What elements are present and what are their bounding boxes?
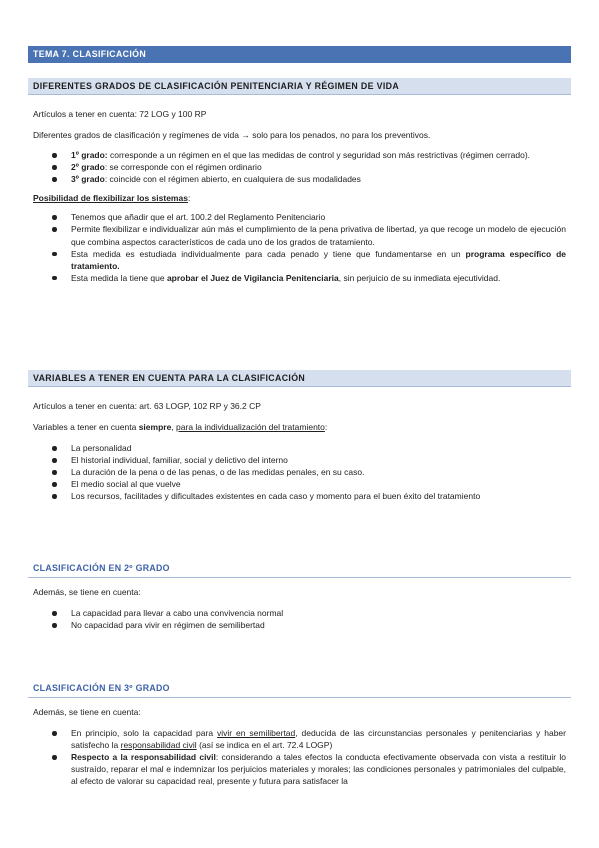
grado-text: : coincide con el régimen abierto, en cualquiera de sus modalidades [104,174,361,185]
flex-item-bold: programa específico de tratamiento. [71,248,567,271]
section-variables-body [33,400,566,502]
grado-label: 3º grado [71,174,105,185]
grado-label: 2º grado [71,162,105,173]
section-2-grado-body [33,586,566,631]
list-item [33,223,566,247]
variables-list [33,442,566,502]
section-heading-variables-text: VARIABLES A TENER EN CUENTA PARA LA CLASIFICACIÓN [33,373,306,383]
flex-list [33,211,566,283]
variables-intro-underlined: para la individualización del tratamiento [176,422,325,433]
flex-item-text: Esta medida es estudiada individualmente para cada penado y tiene que fundamentarse en un [71,248,466,259]
s4-list [33,727,566,787]
variables-intro-e: : [324,422,328,433]
list-item [33,727,566,751]
variables-intro-a: Variables a tener en cuenta [33,422,139,433]
s4-item2-label: Respecto a la responsabilidad civil [71,752,216,763]
s4-intro: Además, se tiene en cuenta: [33,707,141,717]
flex-item-text: Permite flexibilizar e individualizar aún más el cumplimiento de la pena privativa de libertad, ya que recoge un modelo de ejecución que combina aspectos característicos de cada uno de los grados de tratamiento. [71,224,566,247]
list-item: El historial individual, familiar, social y delictivo del interno [33,454,566,466]
section-3-grado [33,682,566,694]
divider [28,577,571,578]
list-item: La duración de la pena o de las penas, o de las medidas penales, en su caso. [33,466,566,478]
list-item [33,248,566,272]
flex-item-text-end: , sin perjuicio de su inmediata ejecutividad. [338,272,501,283]
s4-item1-c: (así se indica en el art. 72.4 LOGP) [196,740,333,751]
list-item [33,173,566,185]
list-item [33,149,566,161]
section-heading-variables [28,370,571,387]
s4-item1-u2: responsabilidad civil [120,740,197,751]
grado-text: corresponde a un régimen en el que las medidas de control y seguridad son más restrictivas (régimen cerrado). [107,150,531,161]
flex-item-text: Tenemos que añadir que el art. 100.2 del Reglamento Penitenciario [71,212,326,223]
chapter-title: TEMA 7. CLASIFICACIÓN [33,49,147,59]
flex-item-text: Esta medida la tiene que [71,272,167,283]
variables-intro-c: , [171,422,177,433]
section-heading-grados-text: DIFERENTES GRADOS DE CLASIFICACIÓN PENITENCIARIA Y RÉGIMEN DE VIDA [33,81,400,91]
list-item: La capacidad para llevar a cabo una convivencia normal [33,607,566,619]
s3-list [33,607,566,631]
flex-title: Posibilidad de flexibilizar los sistemas [33,193,188,204]
flex-item-bold: aprobar el Juez de Vigilancia Penitenciaria [166,272,339,283]
divider [28,697,571,698]
chapter-title-bar [28,46,571,63]
grados-list [33,149,566,185]
list-item: No capacidad para vivir en régimen de semilibertad [33,619,566,631]
list-item [33,751,566,787]
section-heading-3-grado: CLASIFICACIÓN EN 3º GRADO [33,683,170,693]
list-item [33,272,566,284]
flex-subtitle [33,192,566,204]
s4-item1-a: En principio, solo la capacidad para [71,728,217,739]
s4-item1-b: , deducida de las circunstancias personales y penitenciarias y haber satisfecho la [71,728,566,751]
articulos-grados: Artículos a tener en cuenta: 72 LOG y 100 RP [33,109,207,119]
list-item [33,161,566,173]
s4-item2-text: : considerando a tales efectos la conducta efectivamente observada con vista a restituir lo sustraído, reparar el mal e indemnizar los perjuicios materiales y morales; las condiciones personales y patrimoniales del culpable, al efecto de valorar su capacidad real, presente y futura para satisfacer la [71,752,566,787]
list-item [33,211,566,223]
variables-intro-bold: siempre [138,422,172,433]
section-heading-grados [28,78,571,95]
grado-text: : se corresponde con el régimen ordinario [104,162,262,173]
section-3-grado-body [33,706,566,787]
grado-label: 1º grado: [71,150,108,161]
s3-intro: Además, se tiene en cuenta: [33,587,141,597]
list-item: Los recursos, facilitades y dificultades existentes en cada caso y momento para el buen éxito del tratamiento [33,490,566,502]
articulos-variables: Artículos a tener en cuenta: art. 63 LOGP, 102 RP y 36.2 CP [33,401,261,411]
list-item: El medio social al que vuelve [33,478,566,490]
section-grados-body [33,108,566,284]
section-2-grado [33,562,566,574]
section-heading-2-grado: CLASIFICACIÓN EN 2º GRADO [33,563,170,573]
list-item: La personalidad [33,442,566,454]
variables-intro [33,421,566,433]
grados-intro: Diferentes grados de clasificación y regímenes de vida → solo para los penados, no para los preventivos. [33,130,431,141]
s4-item1-u1: vivir en semilibertad [217,728,296,739]
flex-colon: : [187,193,191,204]
